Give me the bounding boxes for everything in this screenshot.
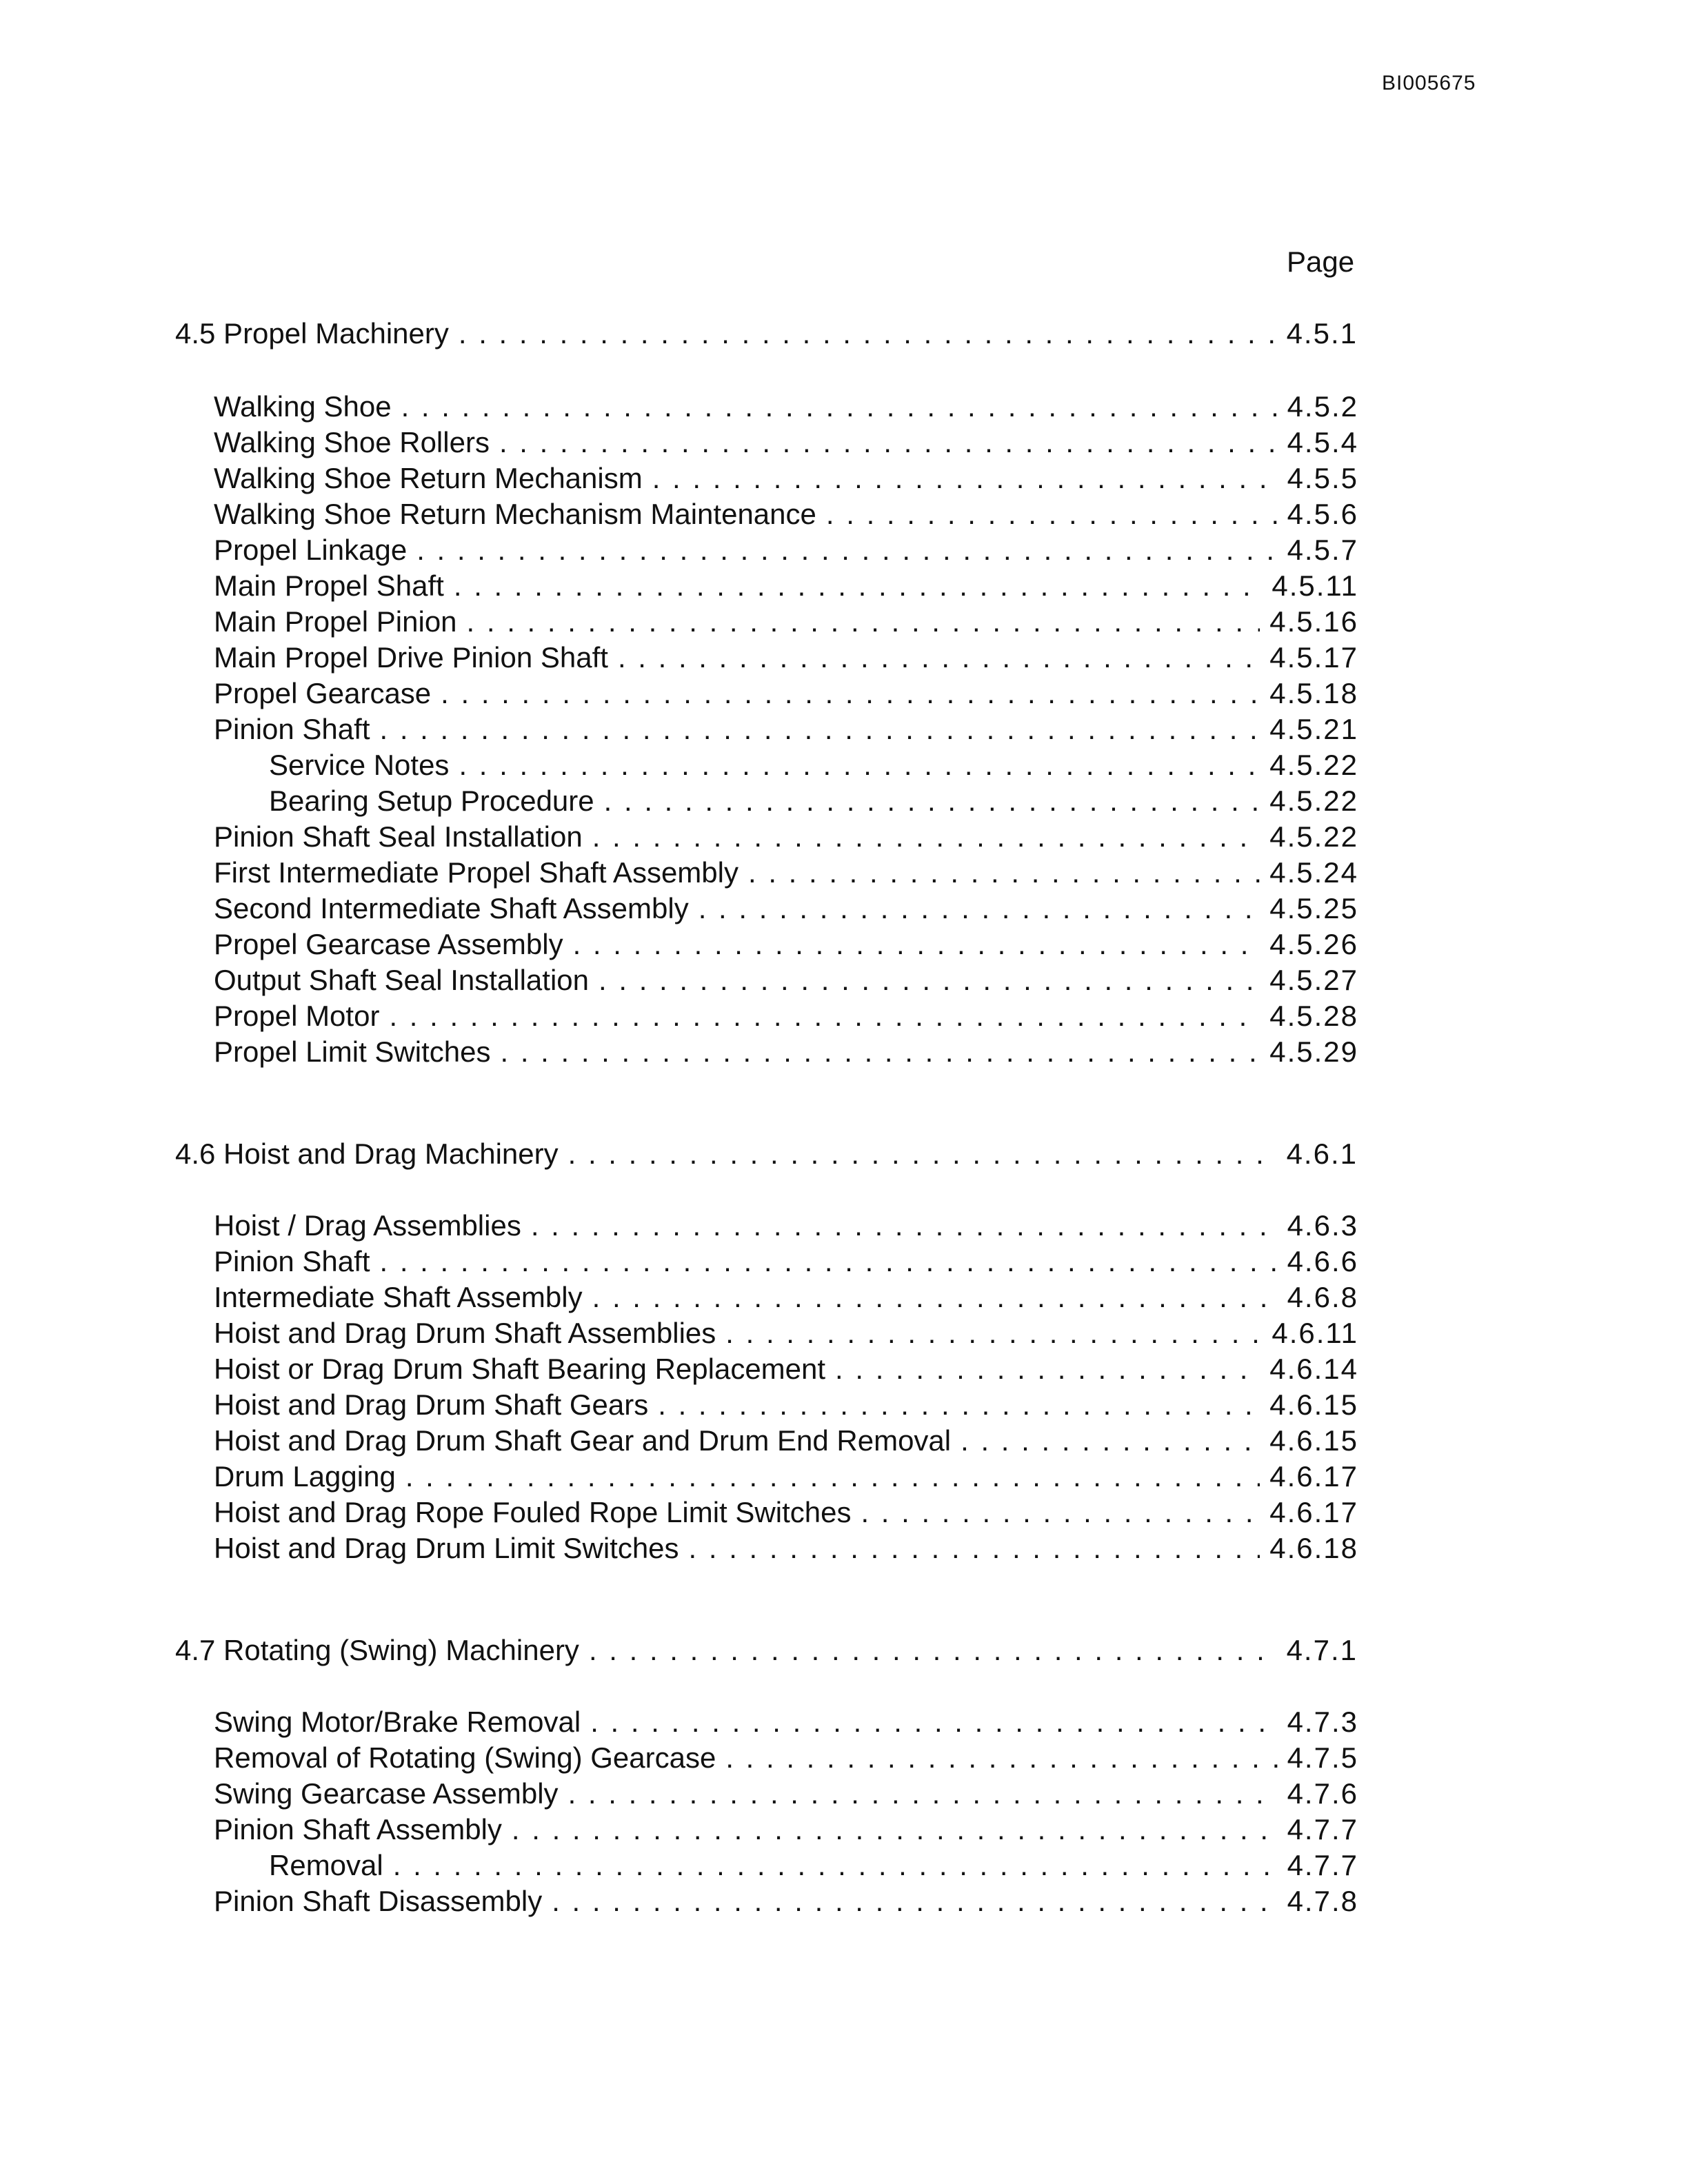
toc-entry (214, 1459, 1358, 1495)
entry-label: Main Propel Drive Pinion Shaft (214, 641, 608, 674)
section-page-number: 4.6.1 (1286, 1138, 1358, 1170)
section-4-7-entries (214, 1704, 1358, 1919)
entry-label: Hoist and Drag Drum Limit Switches (214, 1532, 679, 1564)
dot-leader (401, 389, 1278, 425)
entry-page-number: 4.6.15 (1269, 1388, 1358, 1421)
entry-label: Hoist and Drag Drum Shaft Gears (214, 1388, 649, 1421)
page-column-heading: Page (1287, 245, 1355, 278)
dot-leader (748, 855, 1260, 891)
dot-leader (589, 1634, 1277, 1667)
toc-entry (214, 676, 1358, 711)
dot-leader (499, 425, 1278, 461)
toc-entry (214, 1423, 1358, 1459)
dot-leader (961, 1423, 1260, 1459)
entry-page-number: 4.5.17 (1269, 641, 1358, 674)
entry-label: Hoist or Drag Drum Shaft Bearing Replacement (214, 1353, 826, 1385)
entry-label: Walking Shoe Return Mechanism Maintenance (214, 498, 816, 530)
toc-entry (214, 1315, 1358, 1351)
entry-page-number: 4.7.8 (1287, 1885, 1358, 1917)
dot-leader (467, 604, 1260, 640)
dot-leader (393, 1848, 1278, 1883)
entry-label: Propel Linkage (214, 534, 408, 566)
toc-entry (214, 1387, 1358, 1423)
entry-page-number: 4.5.28 (1269, 1000, 1358, 1032)
entry-label: Propel Gearcase Assembly (214, 928, 563, 960)
entry-page-number: 4.7.7 (1287, 1849, 1358, 1881)
section-title: 4.7 Rotating (Swing) Machinery (175, 1634, 579, 1666)
entry-label: Walking Shoe (214, 390, 392, 423)
section-title: 4.5 Propel Machinery (175, 317, 449, 350)
dot-leader (725, 1740, 1277, 1776)
section-4-5-entries (214, 389, 1358, 1070)
entry-page-number: 4.5.22 (1269, 785, 1358, 817)
entry-page-number: 4.6.14 (1269, 1353, 1358, 1385)
entry-label: Hoist and Drag Drum Shaft Gear and Drum End Removal (214, 1424, 952, 1457)
toc-entry (214, 496, 1358, 532)
entry-label: Hoist and Drag Drum Shaft Assemblies (214, 1317, 716, 1349)
entry-page-number: 4.6.18 (1269, 1532, 1358, 1564)
entry-page-number: 4.6.17 (1269, 1460, 1358, 1493)
entry-page-number: 4.7.3 (1287, 1706, 1358, 1738)
toc-entry (214, 604, 1358, 640)
dot-leader (604, 783, 1260, 819)
entry-label: Propel Limit Switches (214, 1035, 491, 1068)
entry-page-number: 4.5.7 (1287, 534, 1358, 566)
toc-entry (214, 389, 1358, 425)
dot-leader (861, 1495, 1260, 1530)
entry-label: Walking Shoe Rollers (214, 426, 490, 458)
entry-label: Pinion Shaft (214, 1245, 370, 1277)
entry-label: Main Propel Pinion (214, 605, 457, 638)
entry-page-number: 4.6.17 (1269, 1496, 1358, 1528)
entry-page-number: 4.5.2 (1287, 390, 1358, 423)
dot-leader (454, 568, 1262, 604)
entry-label: First Intermediate Propel Shaft Assembly (214, 856, 738, 889)
toc-entry (214, 855, 1358, 891)
entry-label: Swing Gearcase Assembly (214, 1777, 559, 1810)
entry-page-number: 4.5.24 (1269, 856, 1358, 889)
entry-page-number: 4.6.8 (1287, 1281, 1358, 1313)
entry-page-number: 4.7.7 (1287, 1813, 1358, 1846)
toc-entry (214, 1351, 1358, 1387)
entry-label: Propel Gearcase (214, 677, 432, 709)
entry-page-number: 4.5.16 (1269, 605, 1358, 638)
entry-page-number: 4.6.3 (1287, 1209, 1358, 1242)
entry-label: Removal of Rotating (Swing) Gearcase (214, 1741, 716, 1774)
dot-leader (725, 1315, 1262, 1351)
entry-page-number: 4.6.6 (1287, 1245, 1358, 1277)
toc-entry (214, 1034, 1358, 1070)
dot-leader (380, 1244, 1278, 1280)
entry-page-number: 4.7.6 (1287, 1777, 1358, 1810)
dot-leader (568, 1138, 1277, 1171)
entry-page-number: 4.5.27 (1269, 964, 1358, 996)
dot-leader (389, 998, 1260, 1034)
entry-page-number: 4.5.6 (1287, 498, 1358, 530)
dot-leader (826, 496, 1278, 532)
dot-leader (699, 891, 1260, 927)
entry-label: Propel Motor (214, 1000, 380, 1032)
section-heading-4-5 (175, 317, 1358, 350)
entry-label: Pinion Shaft Assembly (214, 1813, 502, 1846)
document-id: BI005675 (1382, 72, 1476, 94)
section-4-6-entries (214, 1208, 1358, 1566)
entry-page-number: 4.6.15 (1269, 1424, 1358, 1457)
entry-page-number: 4.5.25 (1269, 892, 1358, 924)
toc-entry (214, 1280, 1358, 1315)
entry-label: Output Shaft Seal Installation (214, 964, 590, 996)
entry-page-number: 4.5.5 (1287, 462, 1358, 494)
dot-leader (689, 1530, 1260, 1566)
toc-entry (214, 461, 1358, 496)
entry-page-number: 4.5.22 (1269, 749, 1358, 781)
entry-page-number: 4.6.11 (1272, 1317, 1358, 1349)
dot-leader (405, 1459, 1260, 1495)
entry-page-number: 4.5.21 (1269, 713, 1358, 745)
dot-leader (441, 676, 1260, 711)
dot-leader (552, 1883, 1277, 1919)
entry-label: Service Notes (269, 749, 450, 781)
dot-leader (590, 1704, 1277, 1740)
dot-leader (380, 711, 1260, 747)
dot-leader (658, 1387, 1260, 1423)
toc-entry (214, 1812, 1358, 1848)
entry-page-number: 4.5.4 (1287, 426, 1358, 458)
toc-entry (214, 962, 1358, 998)
entry-label: Walking Shoe Return Mechanism (214, 462, 643, 494)
toc-entry (214, 568, 1358, 604)
entry-label: Pinion Shaft (214, 713, 370, 745)
section-page-number: 4.7.1 (1286, 1634, 1358, 1666)
entry-page-number: 4.5.18 (1269, 677, 1358, 709)
entry-label: Hoist / Drag Assemblies (214, 1209, 521, 1242)
entry-page-number: 4.5.29 (1269, 1035, 1358, 1068)
dot-leader (568, 1776, 1278, 1812)
entry-label: Intermediate Shaft Assembly (214, 1281, 583, 1313)
dot-leader (459, 747, 1260, 783)
toc-entry (214, 1208, 1358, 1244)
entry-label: Removal (269, 1849, 383, 1881)
toc-entry (214, 998, 1358, 1034)
entry-page-number: 4.5.11 (1272, 569, 1358, 602)
dot-leader (599, 962, 1260, 998)
entry-page-number: 4.7.5 (1287, 1741, 1358, 1774)
dot-leader (416, 532, 1277, 568)
dot-leader (592, 819, 1260, 855)
toc-entry (214, 1530, 1358, 1566)
toc-entry (214, 1740, 1358, 1776)
entry-label: Second Intermediate Shaft Assembly (214, 892, 689, 924)
section-title: 4.6 Hoist and Drag Machinery (175, 1138, 559, 1170)
dot-leader (618, 640, 1260, 676)
toc-entry (214, 819, 1358, 855)
entry-page-number: 4.5.26 (1269, 928, 1358, 960)
toc-subentry (214, 1848, 1358, 1883)
toc-entry (214, 1495, 1358, 1530)
toc-entry (214, 1244, 1358, 1280)
toc-entry (214, 1776, 1358, 1812)
entry-label: Main Propel Shaft (214, 569, 444, 602)
toc-entry (214, 891, 1358, 927)
dot-leader (500, 1034, 1260, 1070)
toc-entry (214, 711, 1358, 747)
dot-leader (835, 1351, 1260, 1387)
toc-subentry (214, 747, 1358, 783)
dot-leader (652, 461, 1278, 496)
toc-subentry (214, 783, 1358, 819)
section-page-number: 4.5.1 (1286, 317, 1358, 350)
dot-leader (512, 1812, 1278, 1848)
section-heading-4-6 (175, 1138, 1358, 1171)
entry-label: Hoist and Drag Rope Fouled Rope Limit Switches (214, 1496, 852, 1528)
section-heading-4-7 (175, 1634, 1358, 1667)
dot-leader (531, 1208, 1278, 1244)
entry-label: Pinion Shaft Disassembly (214, 1885, 543, 1917)
toc-entry (214, 927, 1358, 962)
dot-leader (459, 317, 1277, 350)
entry-label: Pinion Shaft Seal Installation (214, 820, 583, 853)
entry-label: Drum Lagging (214, 1460, 396, 1493)
entry-label: Bearing Setup Procedure (269, 785, 594, 817)
toc-entry (214, 1704, 1358, 1740)
entry-page-number: 4.5.22 (1269, 820, 1358, 853)
entry-label: Swing Motor/Brake Removal (214, 1706, 581, 1738)
toc-entry (214, 640, 1358, 676)
toc-entry (214, 1883, 1358, 1919)
toc-entry (214, 425, 1358, 461)
toc-entry (214, 532, 1358, 568)
dot-leader (592, 1280, 1278, 1315)
dot-leader (573, 927, 1260, 962)
